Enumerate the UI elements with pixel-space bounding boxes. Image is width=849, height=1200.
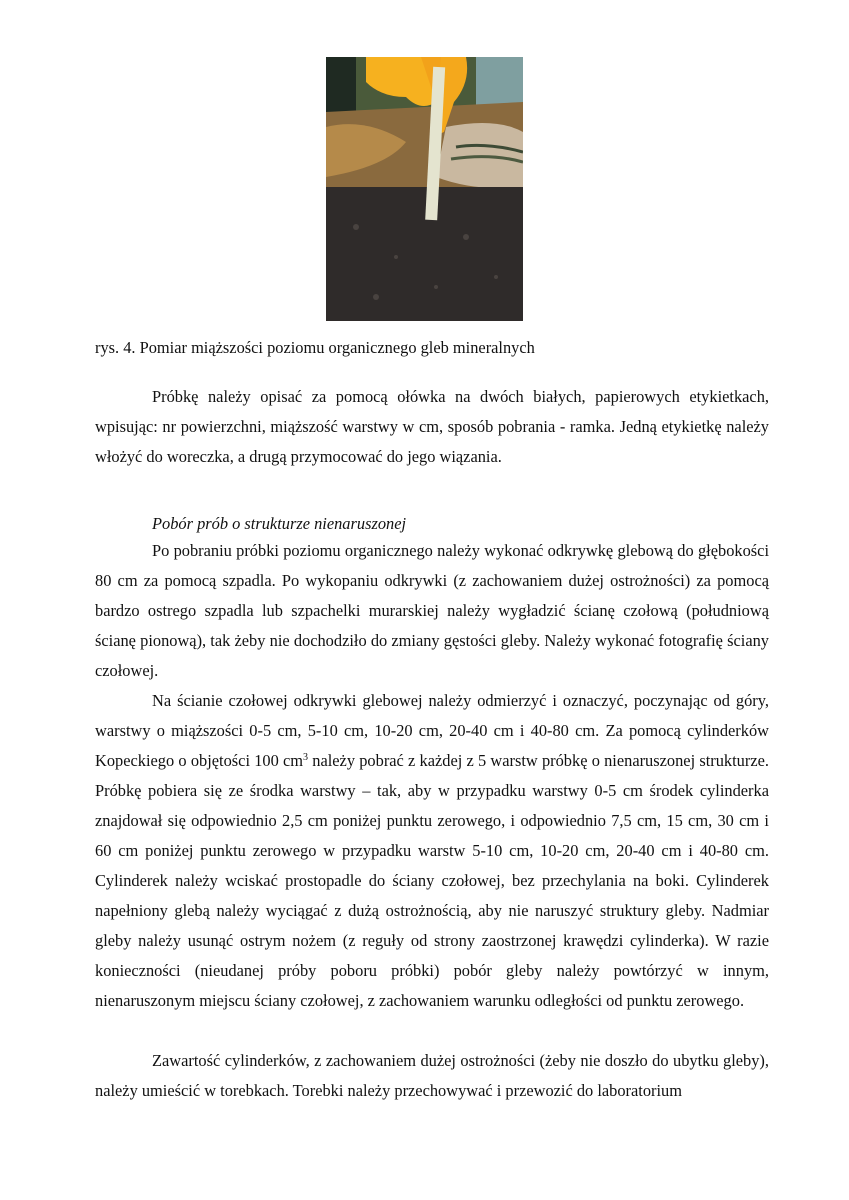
paragraph-sampling-layers-part1: Na ścianie czołowej odkrywki glebowej należy odmierzyć i oznaczyć, poczynając od góry, warstwy o miąższości 0-5 cm, 5-10 cm, 10-20 cm, 20-40 cm i 40-80 cm. Za pomocą cylinderków Kopeckiego o objętości 100 cm [95, 691, 769, 770]
figure-caption: rys. 4. Pomiar miąższości poziomu organicznego gleb mineralnych [95, 338, 535, 357]
photo-illustration [326, 57, 523, 321]
paragraph-sampling-layers-part2: należy pobrać z każdej z 5 warstw próbkę o nienaruszonej strukturze. Próbkę pobiera się ze środka warstwy – tak, aby w przypadku warstwy 0-5 cm środek cylinderka znajdował się odpowiednio 2,5 cm poniżej punktu zerowego, i odpowiednio 7,5 cm, 15 cm, 30 cm i 60 cm poniżej punktu zerowego w przypadku warstw 5-10 cm, 10-20 cm, 20-40 cm i 40-80 cm. Cylinderek należy wciskać prostopadle do ściany czołowej, bez przechylania na boki. Cylinderek napełniony glebą należy wyciągać z dużą ostrożnością, aby nie naruszyć struktury gleby. Nadmiar gleby należy usunąć ostrym nożem (z reguły od strony zaostrzonej krawędzi cylinderka). W razie konieczności (nieudanej próby poboru próbki) pobór gleby należy powtórzyć w innym, nienaruszonym miejscu ściany czołowej, z zachowaniem warunku odległości od punktu zerowego. [95, 751, 769, 1010]
paragraph-labels: Próbkę należy opisać za pomocą ołówka na dwóch białych, papierowych etykietkach, wpisując: nr powierzchni, miąższość warstwy w cm, sposób pobrania - ramka. Jedną etykietkę należy włożyć do woreczka, a drugą przymocować do jego wiązania. [95, 387, 769, 466]
superscript-cubed: 3 [303, 752, 309, 763]
soil-measurement-photo [326, 57, 523, 321]
paragraph-sampling-layers [95, 686, 769, 1016]
paragraph-soil-pit: Po pobraniu próbki poziomu organicznego należy wykonać odkrywkę glebową do głębokości 80 cm za pomocą szpadla. Po wykopaniu odkrywki (z zachowaniem dużej ostrożności) za pomocą bardzo ostrego szpadla lub szpachelki murarskiej należy wygładzić ścianę czołową (południową ścianę pionową), tak żeby nie dochodziło do zmiany gęstości gleby. Należy wykonać fotografię ściany czołowej. [95, 541, 769, 680]
paragraph-cylinder-contents: Zawartość cylinderków, z zachowaniem dużej ostrożności (żeby nie doszło do ubytku gleby), należy umieścić w torebkach. Torebki należy przechowywać i przewozić do laboratorium [95, 1051, 769, 1100]
section-heading: Pobór prób o strukturze nienaruszonej [152, 514, 407, 533]
